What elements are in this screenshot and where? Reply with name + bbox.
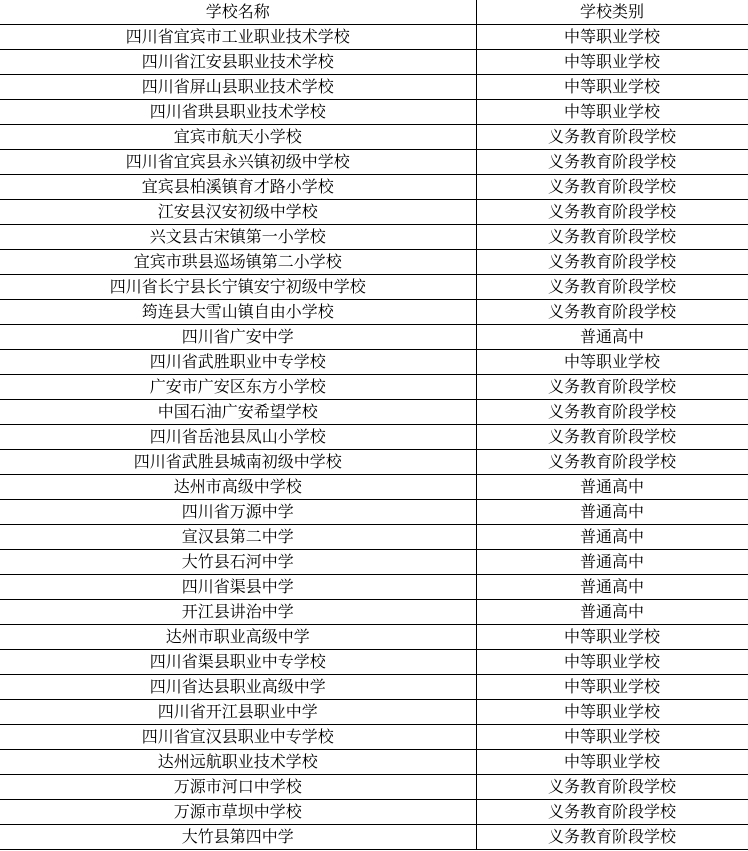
table-row — [0, 125, 748, 150]
table-row — [0, 250, 748, 275]
school-type-cell: 普通高中 — [476, 550, 748, 575]
school-type-cell: 中等职业学校 — [476, 750, 748, 775]
school-name-cell: 四川省武胜县城南初级中学校 — [0, 450, 476, 475]
table-row — [0, 75, 748, 100]
school-type-cell: 义务教育阶段学校 — [476, 775, 748, 800]
school-type-cell: 义务教育阶段学校 — [476, 300, 748, 325]
school-name-cell: 万源市草坝中学校 — [0, 800, 476, 825]
school-type-cell: 中等职业学校 — [476, 675, 748, 700]
school-name-cell: 开江县讲治中学 — [0, 600, 476, 625]
school-name-cell: 四川省开江县职业中学 — [0, 700, 476, 725]
school-name-cell: 四川省宜宾县永兴镇初级中学校 — [0, 150, 476, 175]
school-name-cell: 大竹县第四中学 — [0, 825, 476, 850]
school-name-cell: 宜宾市珙县巡场镇第二小学校 — [0, 250, 476, 275]
table-row — [0, 200, 748, 225]
school-type-cell: 中等职业学校 — [476, 25, 748, 50]
school-type-cell: 义务教育阶段学校 — [476, 375, 748, 400]
school-type-cell: 中等职业学校 — [476, 50, 748, 75]
school-name-cell: 万源市河口中学校 — [0, 775, 476, 800]
table-row — [0, 800, 748, 825]
school-type-cell: 义务教育阶段学校 — [476, 175, 748, 200]
school-type-cell: 普通高中 — [476, 475, 748, 500]
school-name-cell: 四川省宜宾市工业职业技术学校 — [0, 25, 476, 50]
school-type-cell: 普通高中 — [476, 525, 748, 550]
school-name-cell: 四川省渠县中学 — [0, 575, 476, 600]
table-row — [0, 275, 748, 300]
school-name-cell: 四川省渠县职业中专学校 — [0, 650, 476, 675]
school-name-cell: 达州市高级中学校 — [0, 475, 476, 500]
school-name-cell: 广安市广安区东方小学校 — [0, 375, 476, 400]
school-type-cell: 普通高中 — [476, 325, 748, 350]
school-type-cell: 中等职业学校 — [476, 75, 748, 100]
school-type-cell: 义务教育阶段学校 — [476, 800, 748, 825]
table-row — [0, 525, 748, 550]
school-name-cell: 大竹县石河中学 — [0, 550, 476, 575]
school-name-cell: 达州市职业高级中学 — [0, 625, 476, 650]
table-row — [0, 150, 748, 175]
school-name-cell: 四川省珙县职业技术学校 — [0, 100, 476, 125]
school-type-cell: 义务教育阶段学校 — [476, 200, 748, 225]
school-name-cell: 宜宾县柏溪镇育才路小学校 — [0, 175, 476, 200]
table-row — [0, 550, 748, 575]
school-type-cell: 义务教育阶段学校 — [476, 825, 748, 850]
school-name-cell: 四川省广安中学 — [0, 325, 476, 350]
header-row — [0, 0, 748, 25]
school-name-cell: 四川省江安县职业技术学校 — [0, 50, 476, 75]
table-row — [0, 325, 748, 350]
school-type-cell: 中等职业学校 — [476, 650, 748, 675]
table-row — [0, 475, 748, 500]
school-name-cell: 宣汉县第二中学 — [0, 525, 476, 550]
table-row — [0, 675, 748, 700]
table-row — [0, 500, 748, 525]
table-row — [0, 100, 748, 125]
table-row — [0, 750, 748, 775]
column-header-school-name: 学校名称 — [0, 0, 476, 25]
table-row — [0, 50, 748, 75]
school-name-cell: 四川省屏山县职业技术学校 — [0, 75, 476, 100]
table-row — [0, 650, 748, 675]
table-row — [0, 425, 748, 450]
table-row — [0, 375, 748, 400]
school-type-cell: 义务教育阶段学校 — [476, 450, 748, 475]
school-type-cell: 中等职业学校 — [476, 350, 748, 375]
school-name-cell: 宜宾市航天小学校 — [0, 125, 476, 150]
school-name-cell: 筠连县大雪山镇自由小学校 — [0, 300, 476, 325]
table-row — [0, 25, 748, 50]
table-row — [0, 300, 748, 325]
table-row — [0, 825, 748, 850]
school-name-cell: 四川省万源中学 — [0, 500, 476, 525]
school-type-cell: 普通高中 — [476, 575, 748, 600]
school-name-cell: 四川省达县职业高级中学 — [0, 675, 476, 700]
table-row — [0, 725, 748, 750]
table-row — [0, 450, 748, 475]
table-row — [0, 350, 748, 375]
table-row — [0, 400, 748, 425]
table-row — [0, 575, 748, 600]
school-type-cell: 普通高中 — [476, 600, 748, 625]
table-row — [0, 225, 748, 250]
school-type-cell: 义务教育阶段学校 — [476, 125, 748, 150]
table-row — [0, 775, 748, 800]
table-row — [0, 700, 748, 725]
school-name-cell: 四川省武胜职业中专学校 — [0, 350, 476, 375]
school-name-cell: 四川省长宁县长宁镇安宁初级中学校 — [0, 275, 476, 300]
school-name-cell: 四川省岳池县凤山小学校 — [0, 425, 476, 450]
table-row — [0, 600, 748, 625]
table-row — [0, 625, 748, 650]
school-name-cell: 四川省宣汉县职业中专学校 — [0, 725, 476, 750]
school-type-cell: 义务教育阶段学校 — [476, 275, 748, 300]
school-type-cell: 义务教育阶段学校 — [476, 250, 748, 275]
school-type-cell: 中等职业学校 — [476, 625, 748, 650]
school-type-cell: 中等职业学校 — [476, 100, 748, 125]
column-header-school-type: 学校类别 — [476, 0, 748, 25]
school-type-cell: 中等职业学校 — [476, 725, 748, 750]
school-type-cell: 义务教育阶段学校 — [476, 225, 748, 250]
school-name-cell: 江安县汉安初级中学校 — [0, 200, 476, 225]
table-header — [0, 0, 748, 25]
school-type-cell: 义务教育阶段学校 — [476, 425, 748, 450]
table-row — [0, 175, 748, 200]
school-type-cell: 中等职业学校 — [476, 700, 748, 725]
school-type-cell: 义务教育阶段学校 — [476, 400, 748, 425]
school-name-cell: 中国石油广安希望学校 — [0, 400, 476, 425]
school-type-cell: 义务教育阶段学校 — [476, 150, 748, 175]
table-body — [0, 25, 748, 850]
school-type-cell: 普通高中 — [476, 500, 748, 525]
school-name-cell: 兴文县古宋镇第一小学校 — [0, 225, 476, 250]
school-name-cell: 达州远航职业技术学校 — [0, 750, 476, 775]
